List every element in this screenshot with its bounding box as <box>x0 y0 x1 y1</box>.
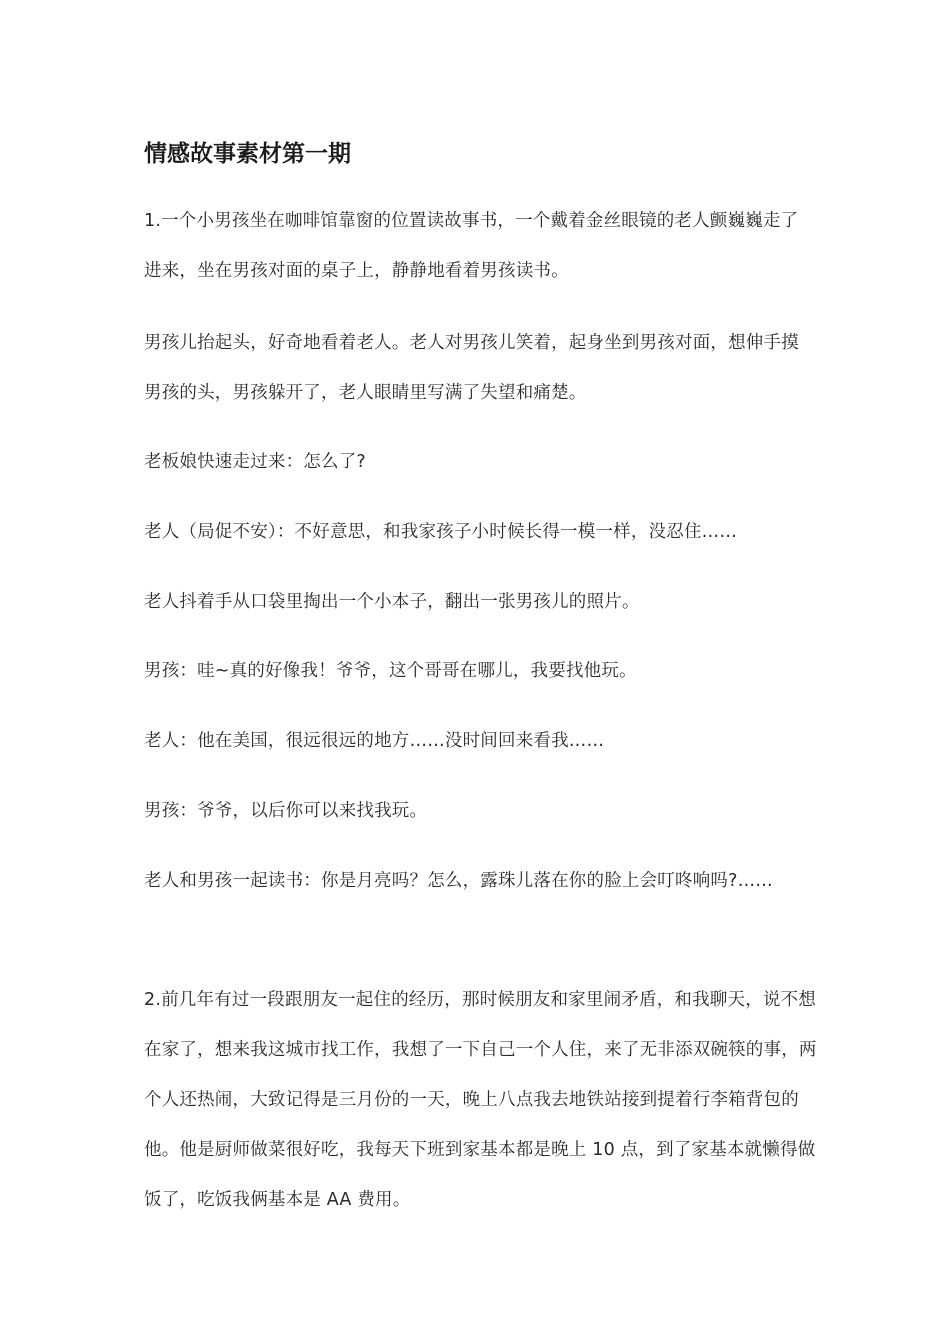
page-title: 情感故事素材第一期 <box>144 141 351 167</box>
paragraph-old-man-apology: 老人（局促不安）：不好意思，和我家孩子小时候长得一模一样，没忍住…… <box>144 522 738 542</box>
paragraph-story2: 2.前几年有过一段跟朋友一起住的经历，那时候朋友和家里闹矛盾，和我聊天，说不想在家了，想来我这城市找工作，我想了一下自己一个人住，来了无非添双碗筷的事，两个人还热闹，大致记得是三月份的一天，晚上八点我去地铁站接到提着行李箱背包的他。他是厨师做菜很好吃，我每天下班到家基本都是晚上 10 点，到了家基本就懒得做饭了，吃饭我俩基本是 AA 费用。 <box>144 990 817 1210</box>
paragraph-boy-invite: 男孩：爷爷，以后你可以来找我玩。 <box>144 801 428 821</box>
paragraph-photo: 老人抖着手从口袋里掏出一个小本子，翻出一张男孩儿的照片。 <box>144 592 640 612</box>
paragraph-story1-intro: 1.一个小男孩坐在咖啡馆靠窗的位置读故事书，一个戴着金丝眼镜的老人颤巍巍走了进来，坐在男孩对面的桌子上，静静地看着男孩读书。 <box>144 211 799 281</box>
paragraph-read-together: 老人和男孩一起读书：你是月亮吗？怎么，露珠儿落在你的脸上会叮咚响吗?…… <box>144 871 773 891</box>
paragraph-old-man-america: 老人：他在美国，很远很远的地方……没时间回来看我…… <box>144 731 605 751</box>
paragraph-boy-wow: 男孩：哇~真的好像我！爷爷，这个哥哥在哪儿，我要找他玩。 <box>144 661 637 681</box>
paragraph-story1-reaction: 男孩儿抬起头，好奇地看着老人。老人对男孩儿笑着，起身坐到男孩对面，想伸手摸男孩的头，男孩躲开了，老人眼睛里写满了失望和痛楚。 <box>144 333 799 403</box>
paragraph-boss-question: 老板娘快速走过来：怎么了? <box>144 452 366 472</box>
